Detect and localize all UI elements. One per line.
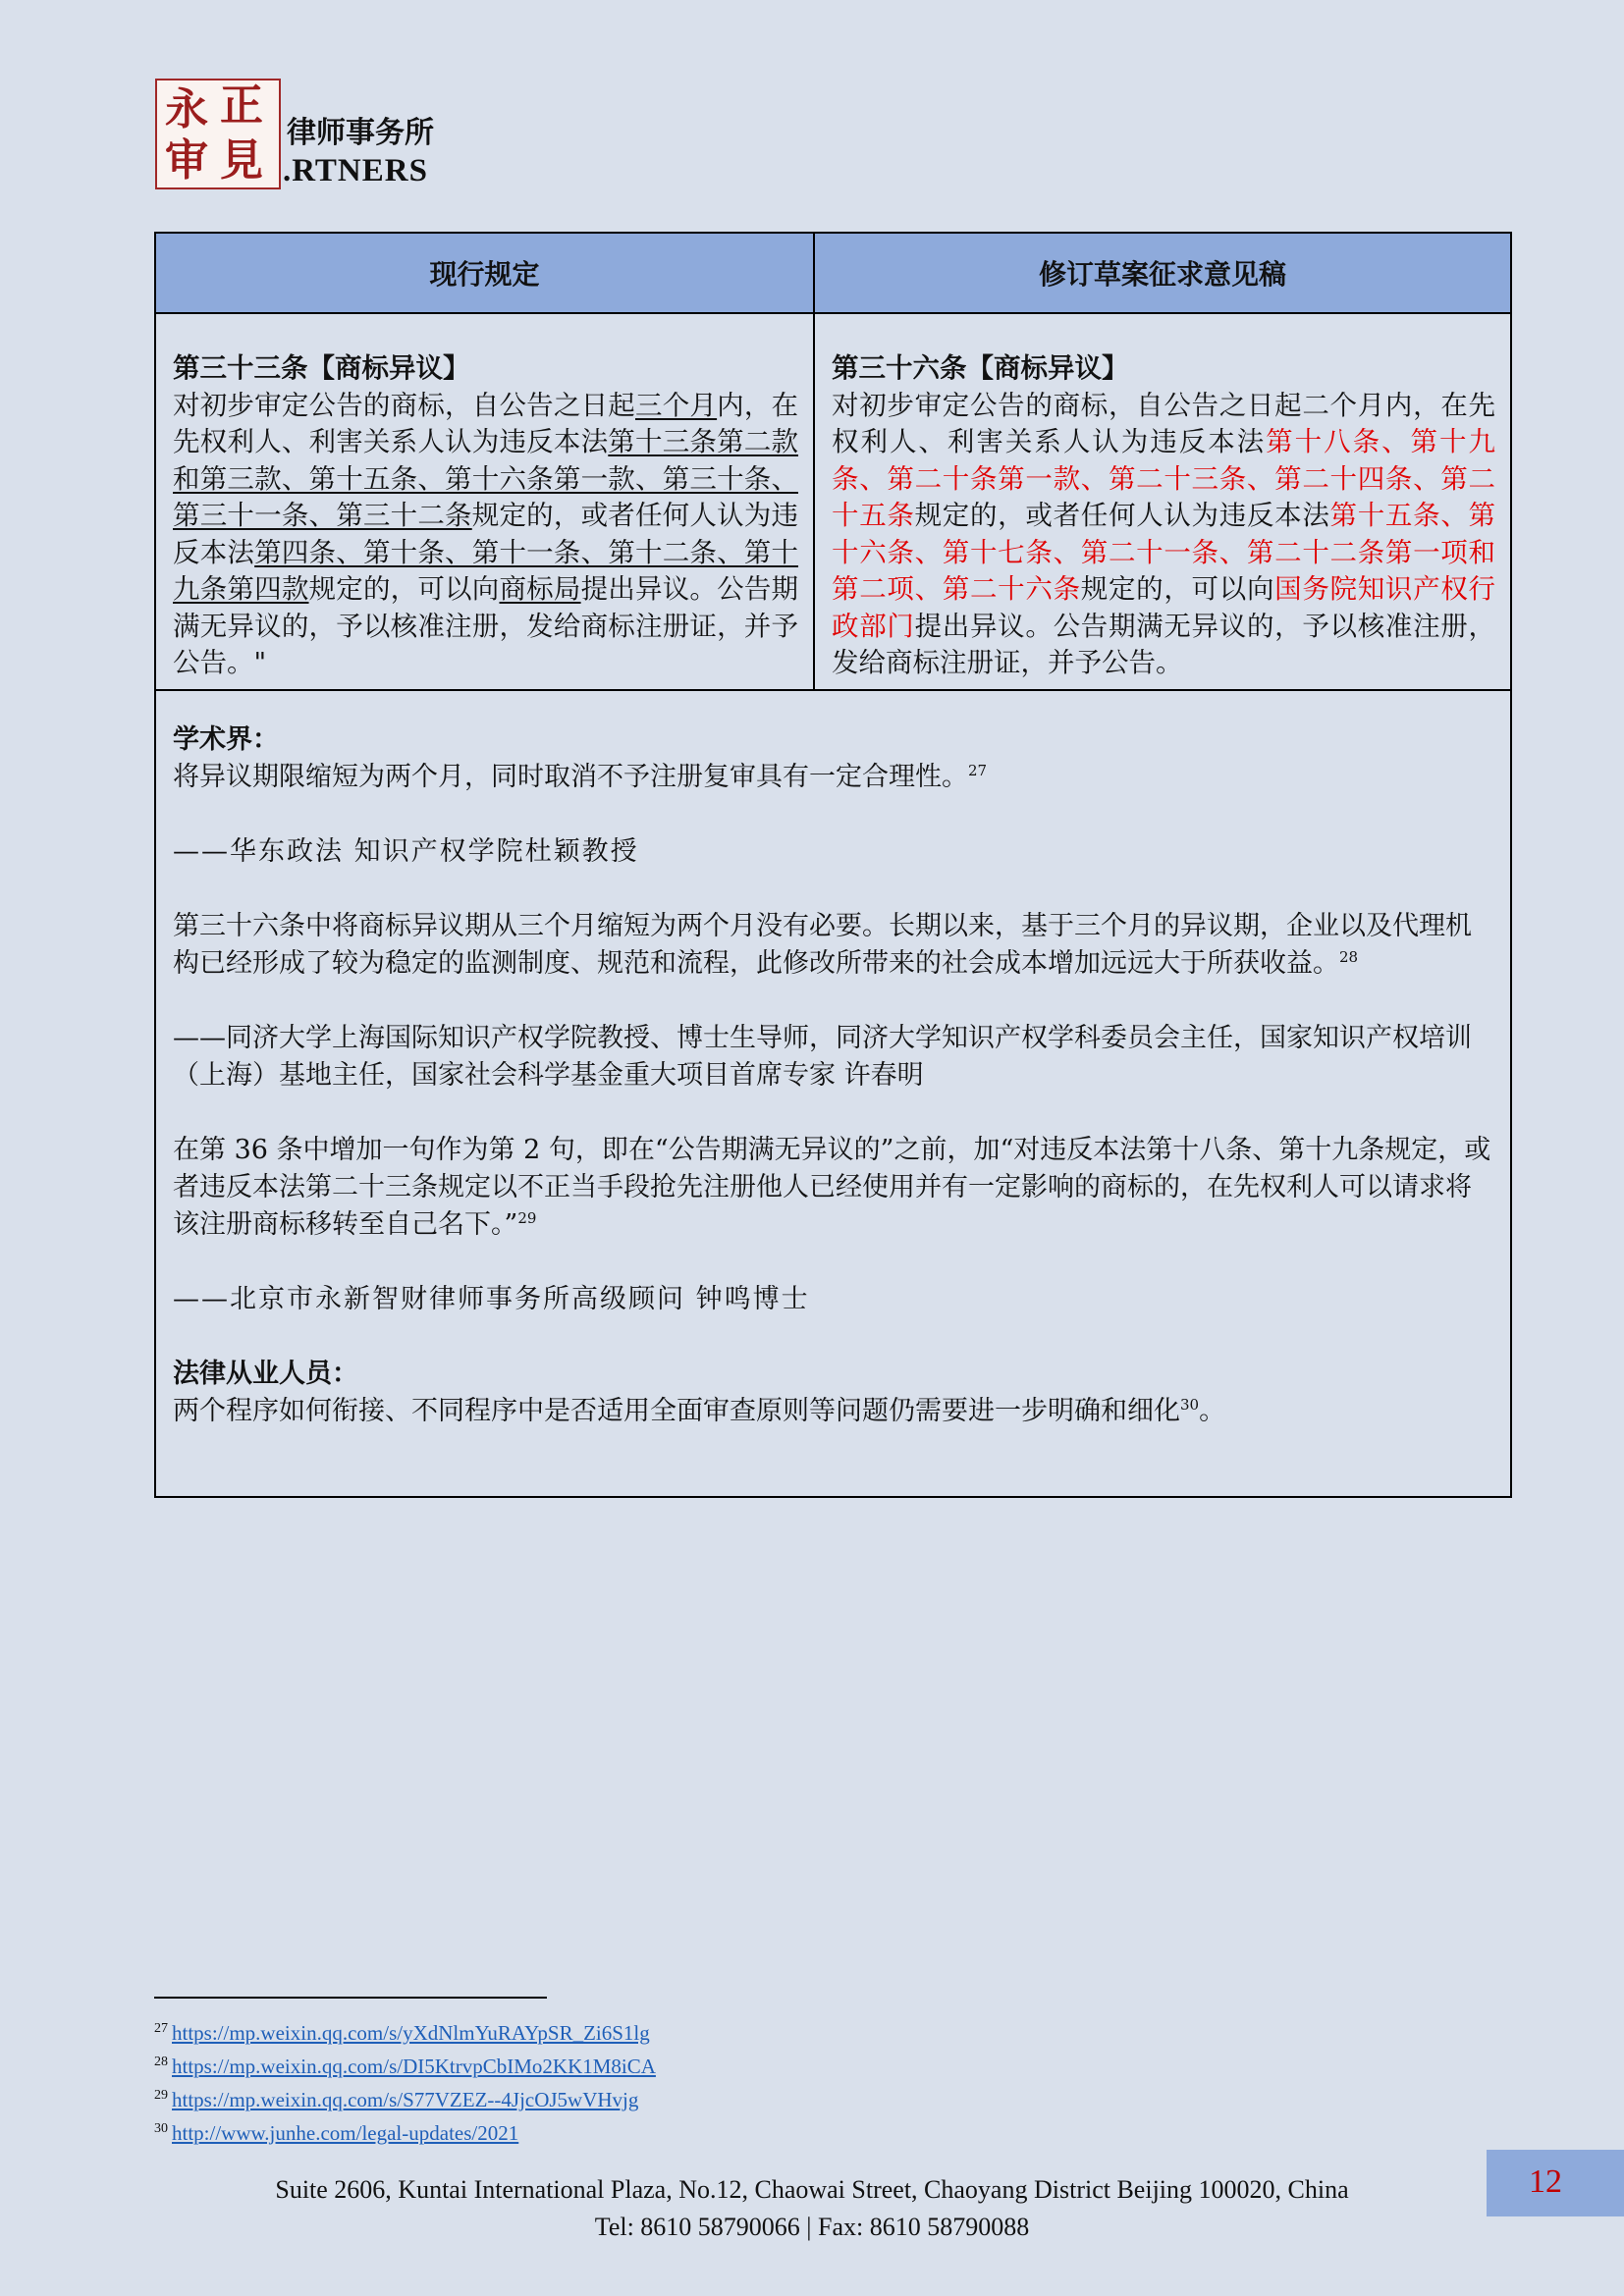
footnote-item: $^{28}$ https://mp.weixin.qq.com/s/DI5KtrvpCbIMo2KK1M8iCA xyxy=(154,2055,656,2078)
footnote-item: $^{27}$ https://mp.weixin.qq.com/s/yXdNlmYuRAYpSR_Zi6S1lg xyxy=(154,2021,650,2045)
attribution: ——华东政法 知识产权学院杜颖教授 xyxy=(173,835,639,867)
underlined-text: 商标局 xyxy=(499,573,581,605)
firm-name-cn: 律师事务所 xyxy=(287,116,434,150)
footnote-ref: 29 xyxy=(517,1208,537,1227)
draft-provision-cell: 第三十六条【商标异议】 对初步审定公告的商标，自公告之日起二个月内，在先权利人、利害关系人认为违反本法第十八条、第十九条、第二十条第一款、第二十三条、第二十四条、第二十五条规定的，或者任何人认为违反本法第十五条、第十六条、第十七条、第二十一条、第二十二条第一项和第二项、第二十六条规定的，可以向国务院知识产权行政部门提出异议。公告期满无异议的，予以核准注册，发给商标注册证，并予公告。 xyxy=(814,313,1511,690)
column-header-draft: 修订草案征求意见稿 xyxy=(814,233,1511,313)
firm-seal-logo xyxy=(155,79,281,189)
commentary-paragraph: 第三十六条中将商标异议期从三个月缩短为两个月没有必要。长期以来，基于三个月的异议期，企业以及代理机构已经形成了较为稳定的监测制度、规范和流程，此修改所带来的社会成本增加远远大于所获收益。$^{28}$ xyxy=(173,910,1472,979)
commentary-paragraph: 将异议期限缩短为两个月，同时取消不予注册复审具有一定合理性。$^{27}$ xyxy=(173,761,988,792)
highlighted-text: 第十五条、第十六条、第十七条、第二十一条、第二十二条第一项和第二项、第二十六条 xyxy=(832,500,1496,605)
comparison-table xyxy=(154,232,1512,1498)
page-number-box xyxy=(1487,2150,1624,2216)
seal-char: 正 xyxy=(220,80,263,131)
current-article-title: 第三十三条【商标异议】 xyxy=(173,352,470,384)
seal-char: 审 xyxy=(165,135,208,186)
attribution: ——同济大学上海国际知识产权学院教授、博士生导师，同济大学知识产权学科委员会主任，国家知识产权培训（上海）基地主任，国家社会科学基金重大项目首席专家 许春明 xyxy=(173,1022,1472,1091)
footnote-link[interactable]: https://mp.weixin.qq.com/s/DI5KtrvpCbIMo2KK1M8iCA xyxy=(172,2055,656,2078)
page-footer xyxy=(0,2171,1624,2246)
academic-section-title: 学术界： xyxy=(173,723,279,755)
commentary-cell xyxy=(155,690,1511,1497)
current-provision-cell: 第三十三条【商标异议】 对初步审定公告的商标，自公告之日起三个月内，在先权利人、利害关系人认为违反本法第十三条第二款和第三款、第十五条、第十六条第一款、第三十条、第三十一条、第三十二条规定的，或者任何人认为违反本法第四条、第十条、第十一条、第十二条、第十九条第四款规定的，可以向商标局提出异议。公告期满无异议的，予以核准注册，发给商标注册证，并予公告。" xyxy=(155,313,814,690)
footnote-item: $^{30}$ http://www.junhe.com/legal-updates/2021 xyxy=(154,2121,519,2145)
footer-address: Suite 2606, Kuntai International Plaza, No.12, Chaowai Street, Chaoyang District Beijing 100020, China xyxy=(275,2175,1349,2204)
attribution: ——北京市永新智财律师事务所高级顾问 钟鸣博士 xyxy=(173,1283,810,1314)
footnote-link[interactable]: https://mp.weixin.qq.com/s/yXdNlmYuRAYpSR_Zi6S1lg xyxy=(172,2021,650,2045)
firm-name-en: .RTNERS xyxy=(283,153,428,188)
highlighted-text: 第十八条、第十九条、第二十条第一款、第二十三条、第二十四条、第二十五条 xyxy=(832,426,1496,531)
legal-section-title: 法律从业人员： xyxy=(173,1358,358,1389)
highlighted-text: 国务院知识产权行政部门 xyxy=(832,573,1496,642)
footnote-separator xyxy=(154,1997,547,1999)
footer-contact: Tel: 8610 58790066 | Fax: 8610 58790088 xyxy=(594,2213,1030,2241)
seal-char: 永 xyxy=(165,84,208,134)
letterhead xyxy=(155,79,646,196)
draft-article-title: 第三十六条【商标异议】 xyxy=(832,352,1129,384)
page-number: 12 xyxy=(1529,2163,1562,2200)
footnotes xyxy=(154,2014,656,2148)
seal-char: 見 xyxy=(220,135,263,186)
footnote-link[interactable]: http://www.junhe.com/legal-updates/2021 xyxy=(172,2121,519,2145)
footnote-item: $^{29}$ https://mp.weixin.qq.com/s/S77VZEZ--4JjcOJ5wVHvjg xyxy=(154,2088,639,2111)
footnote-link[interactable]: https://mp.weixin.qq.com/s/S77VZEZ--4JjcOJ5wVHvjg xyxy=(172,2088,639,2111)
footnote-ref: 27 xyxy=(968,761,988,779)
footnote-ref: 30 xyxy=(1180,1395,1200,1414)
underlined-text: 三个月 xyxy=(634,389,718,421)
commentary-paragraph: 在第 36 条中增加一句作为第 2 句，即在“公告期满无异议的”之前，加“对违反本法第十八条、第十九条规定，或者违反本法第二十三条规定以不正当手段抢先注册他人已经使用并有一定影响的商标的，在先权利人可以请求将该注册商标移转至自己名下。”$^{29}$ xyxy=(173,1134,1491,1240)
commentary-paragraph: 两个程序如何衔接、不同程序中是否适用全面审查原则等问题仍需要进一步明确和细化$^{30}$。 xyxy=(173,1395,1226,1426)
column-header-current: 现行规定 xyxy=(155,233,814,313)
underlined-text: 第四条、第十条、第十一条、第十二条、第十九条第四款 xyxy=(173,536,799,605)
underlined-text: 第十三条第二款和第三款、第十五条、第十六条第一款、第三十条、第三十一条、第三十二条 xyxy=(173,426,799,531)
footnote-ref: 28 xyxy=(1339,947,1359,966)
